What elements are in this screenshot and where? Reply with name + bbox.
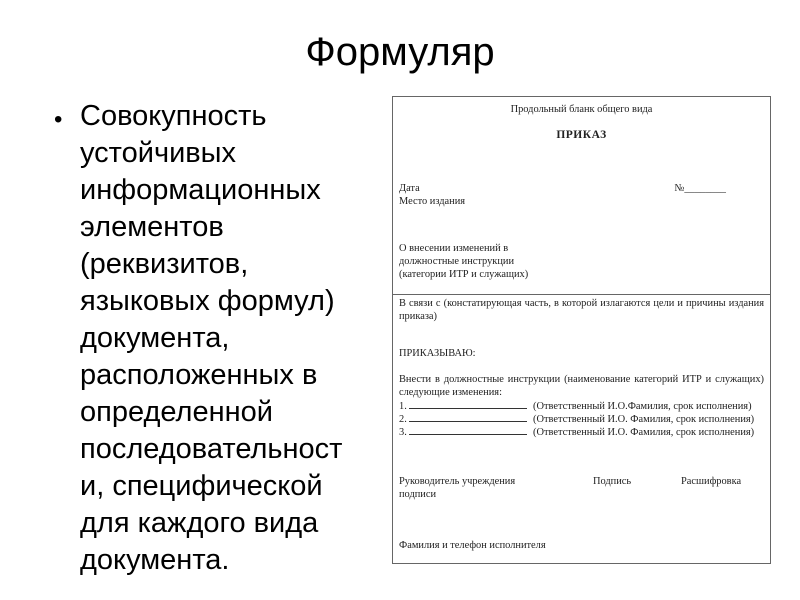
- slide-title: Формуляр: [305, 30, 495, 74]
- form-item-number: 3.: [399, 427, 407, 438]
- form-place-label: Место издания: [399, 196, 466, 207]
- form-date-label: Дата: [399, 183, 420, 194]
- form-signature-continued: подписи: [399, 489, 437, 500]
- form-blank-line: [409, 399, 527, 409]
- form-number-label: №________: [674, 183, 726, 194]
- form-head-label: Руководитель учреждения: [399, 476, 516, 487]
- form-order-title: ПРИКАЗ: [556, 129, 607, 141]
- form-header: Продольный бланк общего вида: [510, 104, 653, 115]
- form-item-responsible: (Ответственный И.О.Фамилия, срок исполнения): [533, 401, 752, 412]
- form-item-number: 2.: [399, 414, 407, 425]
- bullet-text: Совокупность устойчивых информационных элементов (реквизитов, языковых формул) документа, расположенных в определенной последовательност и, специфической для каждого вида документа.: [80, 100, 343, 576]
- form-list-item: [399, 399, 769, 413]
- form-executor-label: Фамилия и телефон исполнителя: [399, 540, 546, 551]
- form-blank-line: [409, 425, 527, 435]
- form-subject: О внесении изменений в должностные инструкции (категории ИТР и служащих): [399, 243, 529, 280]
- form-blank-line: [409, 412, 527, 422]
- form-item-responsible: (Ответственный И.О. Фамилия, срок исполнения): [533, 427, 755, 438]
- form-decode-label: Расшифровка: [681, 476, 742, 487]
- form-item-responsible: (Ответственный И.О. Фамилия, срок исполнения): [533, 414, 755, 425]
- order-form-sample: [392, 96, 771, 564]
- bullet-marker: •: [54, 106, 63, 133]
- form-signature-label: Подпись: [593, 476, 632, 487]
- form-list-item: [399, 425, 769, 439]
- form-instruction: Внести в должностные инструкции (наименование категорий ИТР и служащих) следующие изменения:: [399, 374, 764, 398]
- form-list-item: [399, 412, 769, 426]
- form-item-number: 1.: [399, 401, 407, 412]
- form-body-section: [393, 295, 770, 564]
- form-header-section: [393, 97, 770, 295]
- form-order-word: ПРИКАЗЫВАЮ:: [399, 348, 476, 359]
- form-reason: В связи с (констатирующая часть, в которой излагаются цели и причины издания приказа): [399, 298, 764, 322]
